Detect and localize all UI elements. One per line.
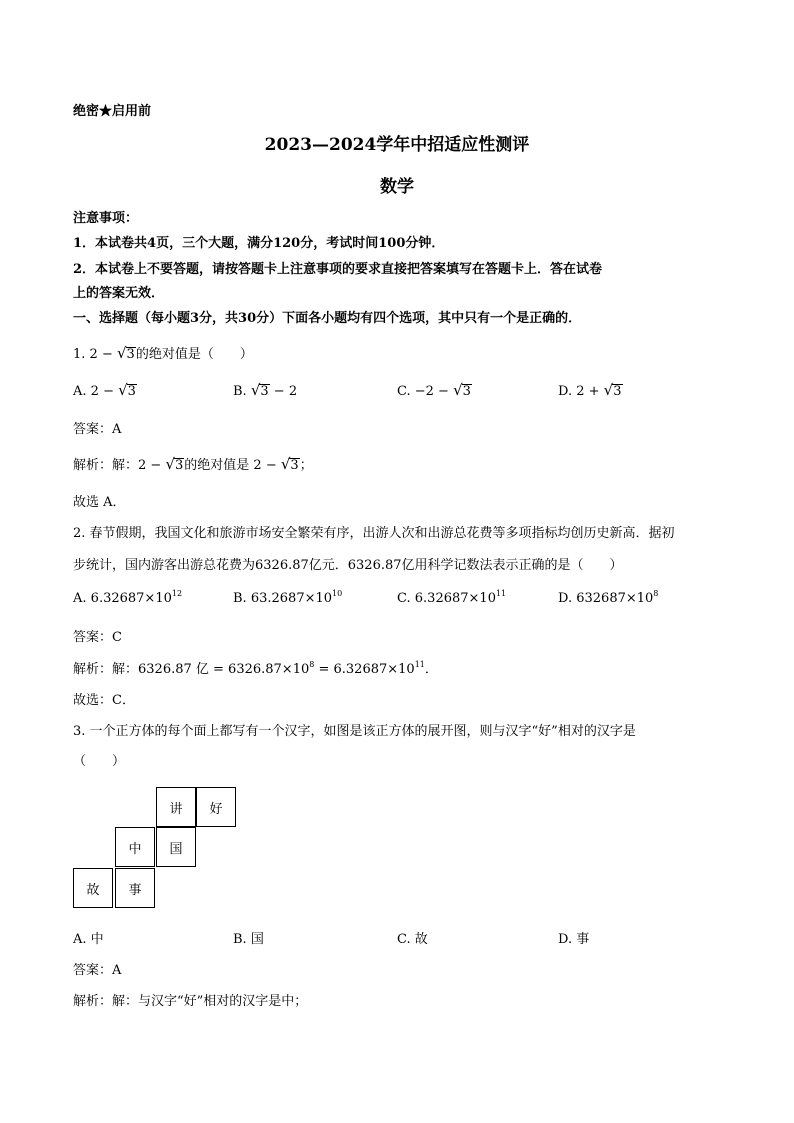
expl-text: ． [424,662,438,677]
q3-option-d [558,928,589,947]
net-cell: 好 [196,787,236,827]
option-label: A. [73,384,87,399]
net-cell: 国 [156,827,196,867]
question-2-stem-line1: 2. 春节假期，我国文化和旅游市场安全繁荣有序，出游人次和出游总花费等多项指标均创历史新高．据初 [73,526,675,541]
option-text: 事 [576,932,590,947]
question-3-stem-line2: （ ） [73,754,126,769]
expl-text: 解析：解：2 − [73,458,166,473]
radicand: 3 [126,347,135,362]
q2-option-b [233,591,342,606]
stem-text: 的绝对值是（ ） [135,347,253,362]
exponent: 8 [309,660,315,669]
option-post: − 2 [269,384,298,399]
option-label: D. [558,932,573,947]
q3-option-a [73,928,104,947]
option-exponent: 12 [171,589,183,598]
option-label: C. [397,384,411,399]
radicand: 3 [175,458,184,473]
option-label: D. [558,384,573,399]
sqrt-expression: √3 [116,344,135,362]
note-item-2: 2．本试卷上不要答题，请按答题卡上注意事项的要求直接把答案填写在答题卡上．答在试卷 [73,262,603,277]
section-heading: 一、选择题（每小题3分，共30分）下面各小题均有四个选项，其中只有一个是正确的． [73,311,582,326]
q1-option-c [397,381,472,399]
option-base: 6.32687×10 [414,591,496,606]
q2-option-c [397,591,506,606]
sqrt-expression: √3 [280,455,299,473]
q1-option-b [233,381,297,399]
option-exponent: 8 [653,589,659,598]
q1-conclusion: 故选 A． [73,495,126,510]
sqrt-expression: √3 [250,381,269,399]
sqrt-expression: √3 [603,381,622,399]
expl-text: ； [299,458,313,473]
option-label: A. [73,932,87,947]
question-3-stem-line1: 3. 一个正方体的每个面上都写有一个汉字，如图是该正方体的展开图，则与汉字“好”相对的汉字是 [73,724,636,739]
option-label: B. [233,932,247,947]
note-item-1: 1．本试卷共4页，三个大题，满分120分，考试时间100分钟． [73,236,445,251]
note-item-3: 上的答案无效． [73,286,165,301]
q3-answer: 答案：A [73,963,122,978]
option-label: D. [558,591,573,606]
option-label: C. [397,591,411,606]
sqrt-expression: √3 [453,381,471,399]
option-base: 6.32687×10 [90,591,172,606]
exam-title: 2023—2024学年中招适应性测评 [264,135,530,155]
option-pre: −2 − [414,384,454,399]
q2-explanation [73,658,438,677]
option-text: 国 [250,932,264,947]
radicand: 3 [613,384,622,399]
sqrt-expression: √3 [165,455,184,473]
radicand: 3 [127,384,136,399]
option-base: 63.2687×10 [250,591,333,606]
q3-option-c [397,928,428,947]
option-exponent: 10 [332,589,343,598]
q2-option-a [73,591,182,606]
option-text: 中 [90,932,104,947]
q2-option-d [558,591,658,606]
question-2-stem-line2: 步统计，国内游客出游总花费为6326.87亿元．6326.87亿用科学记数法表示正确的是（ ） [73,558,623,573]
subject-title: 数学 [380,177,414,197]
option-pre: 2 + [576,384,604,399]
radicand: 3 [260,384,269,399]
q1-explanation [73,454,313,473]
question-number: 1. [73,347,86,362]
q1-option-a [73,381,137,399]
net-cell: 事 [115,868,155,908]
q2-conclusion: 故选：C． [73,693,135,708]
option-label: B. [233,384,247,399]
radicand: 3 [290,458,299,473]
net-cell: 中 [115,827,155,867]
expl-text: 解析：解：6326.87 亿 = 6326.87×10 [73,662,310,677]
q1-answer: 答案：A [73,422,122,437]
net-cell: 讲 [156,787,196,827]
option-label: C. [397,932,411,947]
net-cell: 故 [73,868,113,908]
sqrt-expression: √3 [118,381,136,399]
option-label: B. [233,591,247,606]
notes-heading: 注意事项： [73,211,139,226]
exponent: 11 [414,660,425,669]
expl-text: 的绝对值是 2 − [184,458,281,473]
expr-part: 2 − [89,347,117,362]
option-base: 632687×10 [576,591,654,606]
q2-answer: 答案：C [73,630,122,645]
option-text: 故 [414,932,428,947]
question-1-stem [73,343,253,362]
q1-option-d [558,381,623,399]
option-label: A. [73,591,87,606]
q3-explanation: 解析：解：与汉字“好”相对的汉字是中； [73,994,308,1009]
option-pre: 2 − [90,384,119,399]
confidential-label: 绝密★启用前 [73,104,152,119]
option-exponent: 11 [495,589,507,598]
expl-text: = 6.32687×10 [314,662,415,677]
radicand: 3 [462,384,471,399]
q3-option-b [233,928,264,947]
